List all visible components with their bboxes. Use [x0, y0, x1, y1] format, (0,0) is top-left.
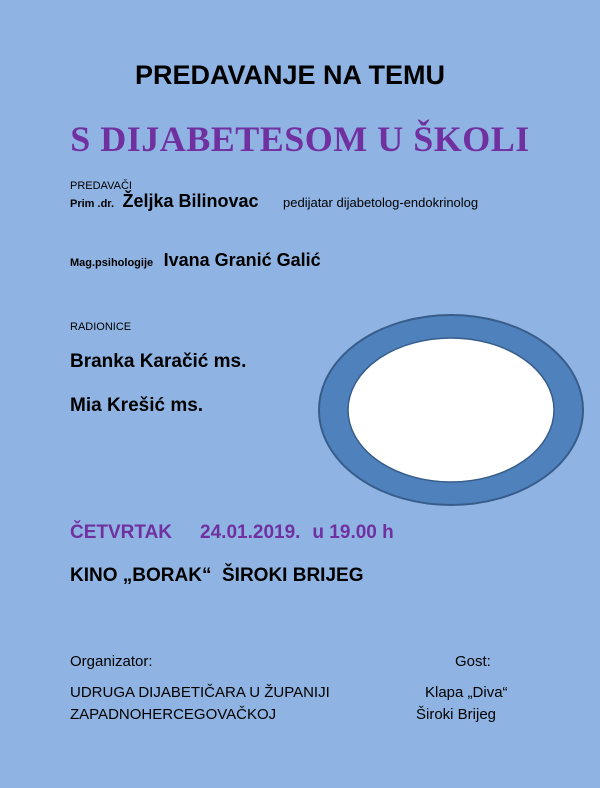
main-title: S DIJABETESOM U ŠKOLI [70, 119, 530, 159]
lecturer-1-role: pedijatar dijabetolog-endokrinolog [283, 195, 479, 210]
lecturer-1 [70, 191, 478, 212]
lecturer-1-name: Željka Bilinovac [122, 191, 259, 211]
event-day: ČETVRTAK [70, 522, 173, 543]
lecturer-2-prefix: Mag.psihologije [70, 257, 154, 269]
organizer-label: Organizator: [70, 653, 153, 670]
organizer-line-2: ZAPADNOHERCEGOVAČKOJ [70, 706, 277, 723]
header-title: PREDAVANJE NA TEMU [134, 60, 446, 90]
event-time: u 19.00 h [312, 522, 394, 543]
blue-circle-icon [316, 312, 586, 508]
workshop-1-name: Branka Karačić ms. [70, 351, 247, 372]
lecturer-2 [70, 250, 321, 271]
guest-line-1: Klapa „Diva“ [425, 684, 508, 701]
organizer-line-1: UDRUGA DIJABETIČARA U ŽUPANIJI [70, 684, 330, 701]
lecturer-1-prefix: Prim .dr. [70, 198, 115, 210]
guest-label: Gost: [455, 653, 491, 670]
event-date-value: 24.01.2019. [200, 522, 301, 543]
event-date [70, 522, 394, 544]
event-venue: KINO „BORAK“ ŠIROKI BRIJEG [70, 565, 364, 586]
workshops-label: RADIONICE [70, 321, 132, 333]
lecturer-2-name: Ivana Granić Galić [163, 250, 321, 270]
guest-line-2: Široki Brijeg [416, 706, 497, 723]
workshop-2-name: Mia Krešić ms. [70, 395, 204, 416]
lecturers-label: PREDAVAČI [70, 180, 132, 192]
